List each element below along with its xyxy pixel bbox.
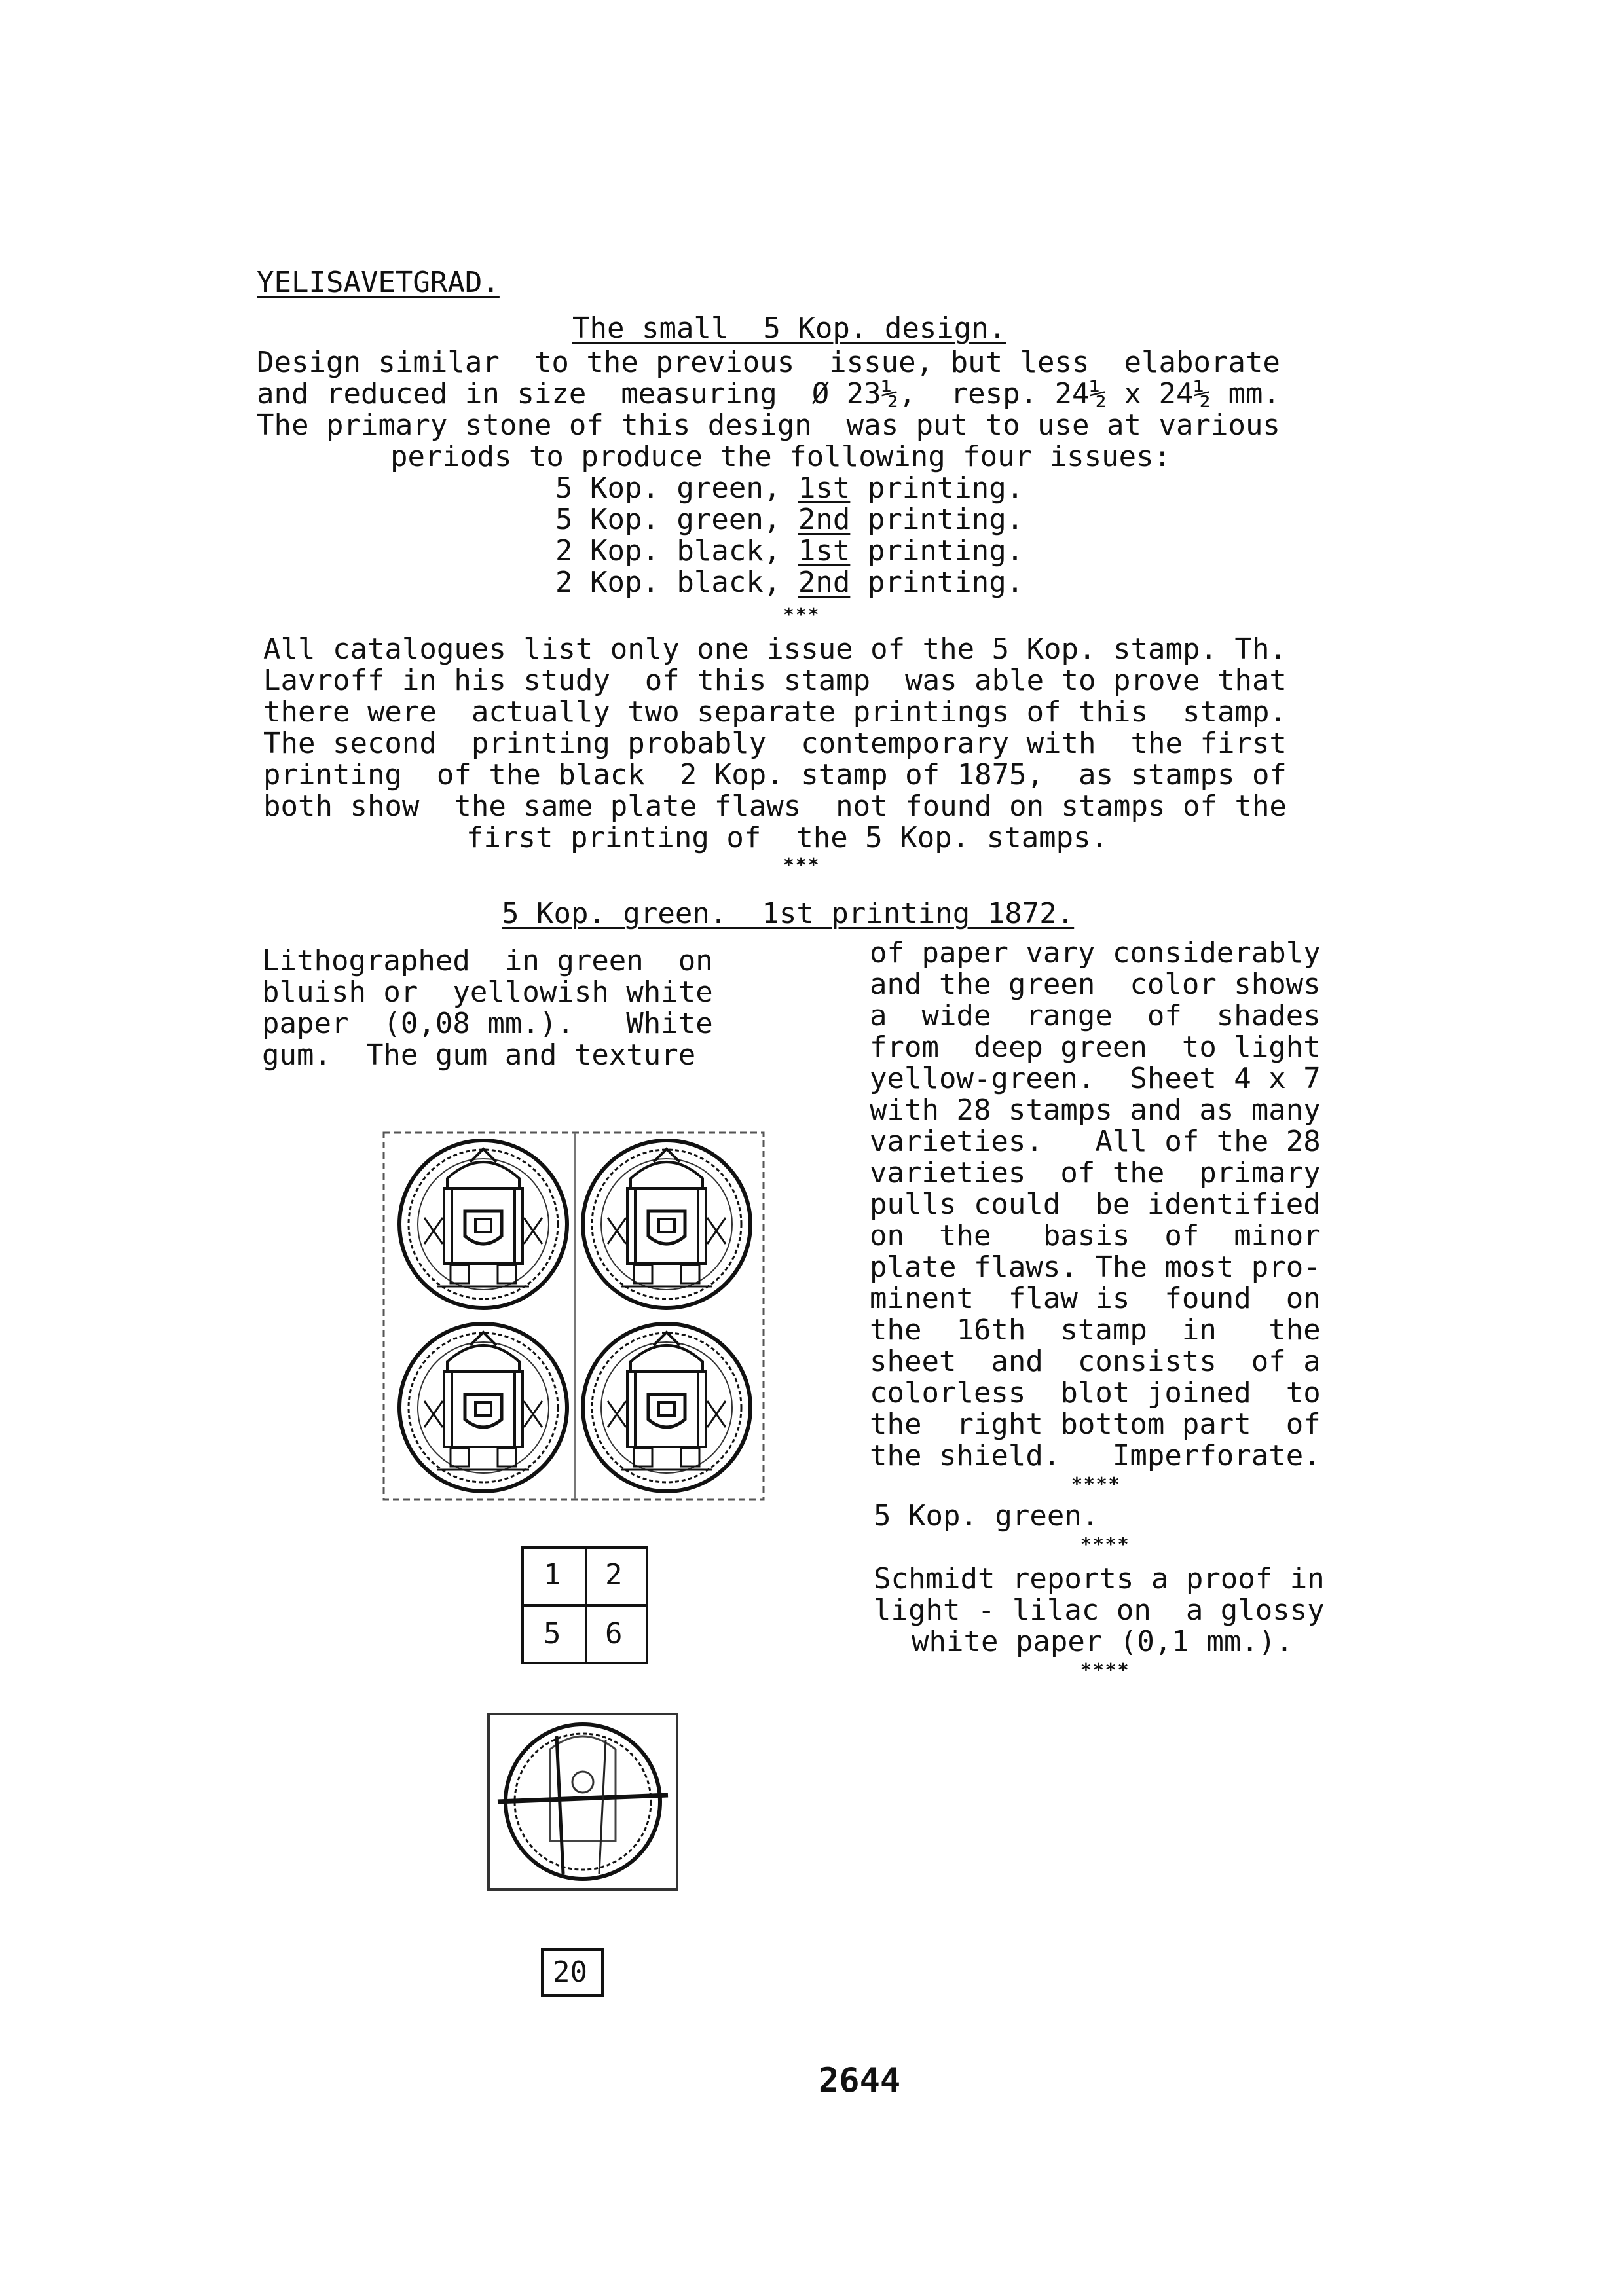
separator-stars: **** — [1080, 1533, 1130, 1555]
catalogue-line: there were actually two separate printings of this stamp. — [263, 695, 1287, 729]
catalogue-line: The second printing probably contemporary with the first — [263, 727, 1287, 760]
plate-number: 20 — [553, 1956, 587, 1989]
flaw-stamp-illustration — [485, 1710, 681, 1893]
right-col-line: with 28 stamps and as many — [870, 1093, 1321, 1127]
right-col-line: yellow-green. Sheet 4 x 7 — [870, 1062, 1321, 1095]
right-note-line: light - lilac on a glossy — [874, 1594, 1325, 1627]
right-col-line: of paper vary considerably — [870, 936, 1321, 970]
right-col-line: the right bottom part of — [870, 1408, 1321, 1441]
right-note-title: 5 Kop. green. — [874, 1499, 1099, 1533]
right-col-line: the 16th stamp in the — [870, 1313, 1321, 1347]
left-col-line: Lithographed in green on — [262, 944, 713, 977]
right-col-line: plate flaws. The most pro- — [870, 1250, 1321, 1284]
right-col-line: pulls could be identified — [870, 1188, 1321, 1221]
stamp-block-illustration — [378, 1126, 771, 1506]
grid-cell-1: 1 — [544, 1558, 561, 1592]
separator-stars: *** — [783, 854, 821, 875]
catalogue-line: Lavroff in his study of this stamp was able to prove that — [263, 664, 1287, 697]
page-number: 2644 — [819, 2061, 901, 2100]
catalogue-line: printing of the black 2 Kop. stamp of 1875, as stamps of — [263, 758, 1287, 792]
issue-item: 2 Kop. black, 2nd printing. — [555, 566, 1024, 599]
catalogue-line: All catalogues list only one issue of the 5 Kop. stamp. Th. — [263, 632, 1287, 666]
right-col-line: minent flaw is found on — [870, 1282, 1321, 1315]
right-note-line: white paper (0,1 mm.). — [912, 1625, 1293, 1658]
right-note-line: Schmidt reports a proof in — [874, 1562, 1325, 1595]
heading: YELISAVETGRAD. — [257, 266, 500, 299]
section-title: 5 Kop. green. 1st printing 1872. — [502, 897, 1075, 930]
left-col-line: gum. The gum and texture — [262, 1038, 696, 1072]
right-col-line: and the green color shows — [870, 968, 1321, 1001]
catalogue-line: first printing of the 5 Kop. stamps. — [466, 821, 1109, 854]
intro-line: periods to produce the following four issues: — [390, 440, 1172, 473]
grid-cell-5: 5 — [544, 1617, 561, 1650]
intro-line: Design similar to the previous issue, but less elaborate — [257, 346, 1280, 379]
left-col-line: bluish or yellowish white — [262, 975, 713, 1009]
left-col-line: paper (0,08 mm.). White — [262, 1007, 713, 1040]
plate-number-box — [541, 1948, 604, 1997]
subheading: The small 5 Kop. design. — [572, 312, 1006, 345]
right-col-line: from deep green to light — [870, 1030, 1321, 1064]
separator-stars: *** — [783, 604, 821, 625]
grid-cell-6: 6 — [605, 1617, 623, 1650]
catalogue-line: both show the same plate flaws not found on stamps of the — [263, 790, 1287, 823]
intro-line: and reduced in size measuring Ø 23½, resp. 24½ x 24½ mm. — [257, 377, 1280, 410]
separator-stars: **** — [1071, 1473, 1121, 1495]
right-col-line: on the basis of minor — [870, 1219, 1321, 1252]
issue-item: 5 Kop. green, 2nd printing. — [555, 503, 1024, 536]
right-col-line: the shield. Imperforate. — [870, 1439, 1321, 1472]
position-grid — [521, 1546, 648, 1664]
right-col-line: colorless blot joined to — [870, 1376, 1321, 1410]
grid-cell-2: 2 — [605, 1558, 623, 1592]
right-col-line: a wide range of shades — [870, 999, 1321, 1032]
right-col-line: sheet and consists of a — [870, 1345, 1321, 1378]
issue-item: 5 Kop. green, 1st printing. — [555, 471, 1024, 505]
separator-stars: **** — [1080, 1659, 1130, 1681]
right-col-line: varieties. All of the 28 — [870, 1125, 1321, 1158]
intro-line: The primary stone of this design was put to use at various — [257, 409, 1280, 442]
right-col-line: varieties of the primary — [870, 1156, 1321, 1190]
issue-item: 2 Kop. black, 1st printing. — [555, 534, 1024, 568]
